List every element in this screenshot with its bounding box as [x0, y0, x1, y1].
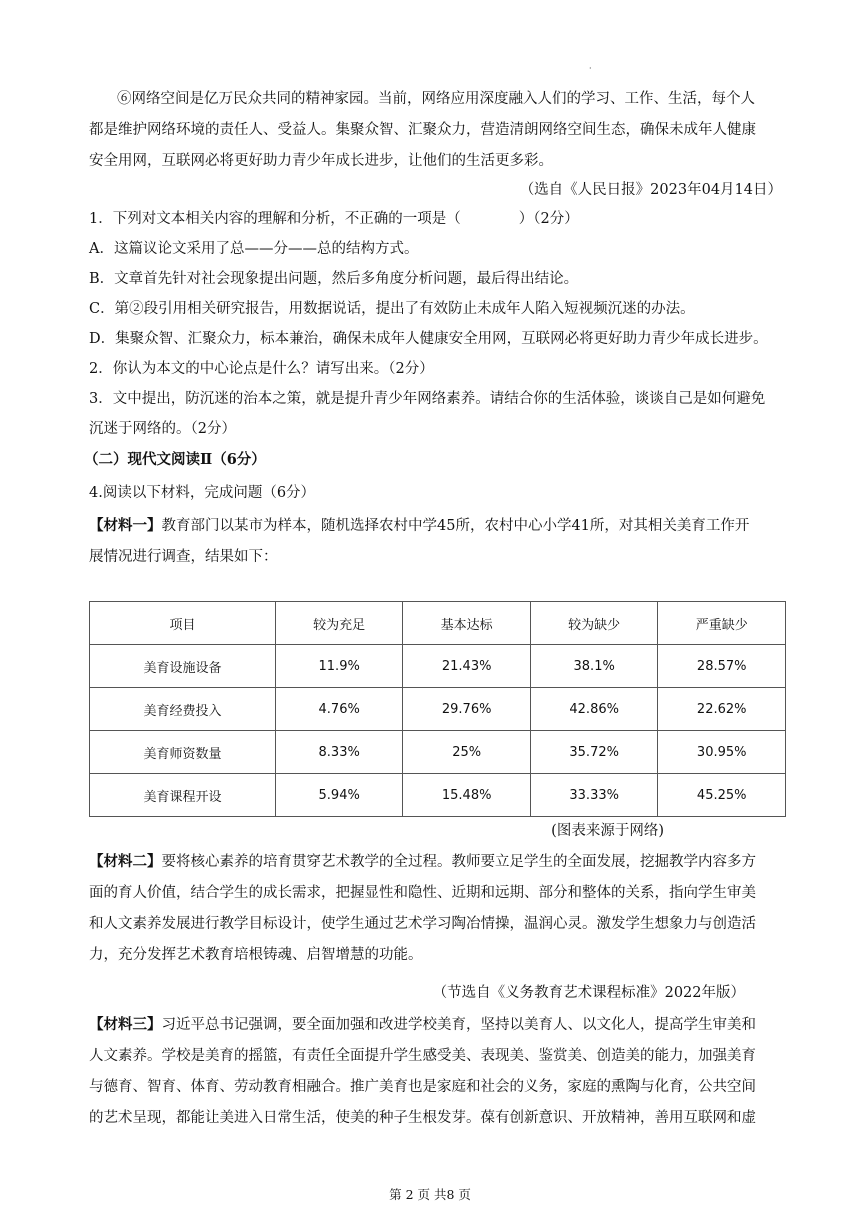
table-cell: 21.43% [403, 645, 531, 688]
table-header-cell: 基本达标 [403, 602, 531, 645]
table-cell: 25% [403, 731, 531, 774]
table-cell: 29.76% [403, 688, 531, 731]
question-3-line-2: 沉迷于网络的。（2分） [89, 421, 236, 437]
table-cell: 8.33% [275, 731, 402, 774]
table-row [90, 774, 786, 817]
question-1-stem: 1．下列对文本相关内容的理解和分析，不正确的一项是（ ）（2分） [89, 211, 579, 227]
table-header-row [90, 602, 786, 645]
table-cell: 30.95% [658, 731, 786, 774]
question-1-option-a: A．这篇议论文采用了总——分——总的结构方式。 [89, 241, 419, 257]
material-2-line-4: 力，充分发挥艺术教育培根铸魂、启智增慧的功能。 [89, 947, 423, 963]
question-4-stem: 4.阅读以下材料，完成问题（6分） [89, 485, 316, 501]
question-1-option-c: C．第②段引用相关研究报告，用数据说话，提出了有效防止未成年人陷入短视频沉迷的办法。 [89, 301, 695, 317]
material-2-text: 要将核心素养的培育贯穿艺术教学的全过程。教师要立足学生的全面发展，挖掘教学内容多方 [161, 854, 756, 870]
material-1-text: 教育部门以某市为样本，随机选择农村中学45所，农村中心小学41所，对其相关美育工作开 [161, 518, 750, 534]
material-2-line-2: 面的育人价值，结合学生的成长需求，把握显性和隐性、近期和远期、部分和整体的关系，指向学生审美 [89, 885, 756, 901]
material-3-line-1 [89, 1015, 756, 1035]
material-3-text: 习近平总书记强调，要全面加强和改进学校美育，坚持以美育人、以文化人，提高学生审美和 [161, 1017, 756, 1033]
material-3-line-3: 与德育、智育、体育、劳动教育相融合。推广美育也是家庭和社会的义务，家庭的熏陶与化育，公共空间 [89, 1079, 756, 1095]
table-source: (图表来源于网络) [551, 823, 664, 839]
table-cell: 45.25% [658, 774, 786, 817]
material-2-source: （节选自《义务教育艺术课程标准》2022年版） [432, 985, 745, 1001]
question-2: 2．你认为本文的中心论点是什么？请写出来。（2分） [89, 361, 434, 377]
table-cell: 美育设施设备 [90, 645, 276, 688]
paragraph-6-line-3: 安全用网，互联网必将更好助力青少年成长进步，让他们的生活更多彩。 [89, 153, 553, 169]
article-source: （选自《人民日报》2023年04月14日） [519, 182, 782, 198]
table-header-cell: 较为缺少 [530, 602, 658, 645]
table-cell: 美育师资数量 [90, 731, 276, 774]
table-cell: 28.57% [658, 645, 786, 688]
table-cell: 美育课程开设 [90, 774, 276, 817]
question-1-option-d: D．集聚众智、汇聚众力，标本兼治，确保未成年人健康安全用网，互联网必将更好助力青少年成长进步。 [89, 331, 768, 347]
material-1-label: 【材料一】 [89, 517, 162, 534]
table-header-cell: 严重缺少 [658, 602, 786, 645]
table-cell: 22.62% [658, 688, 786, 731]
table-row [90, 645, 786, 688]
material-1-line-1 [89, 516, 749, 536]
table-cell: 美育经费投入 [90, 688, 276, 731]
table-row [90, 731, 786, 774]
survey-table [89, 601, 786, 817]
table-cell: 38.1% [530, 645, 658, 688]
question-3-line-1: 3．文中提出，防沉迷的治本之策，就是提升青少年网络素养。请结合你的生活体验，谈谈自己是如何避免 [89, 391, 766, 407]
section-2-title: （二）现代文阅读Ⅱ（6分） [84, 451, 266, 468]
paragraph-6-line-1: ⑥网络空间是亿万民众共同的精神家园。当前，网络应用深度融入人们的学习、工作、生活，每个人 [117, 91, 755, 107]
table-header-cell: 项目 [90, 602, 276, 645]
material-2-line-1 [89, 852, 756, 872]
material-3-label: 【材料三】 [89, 1016, 162, 1033]
table-header-cell: 较为充足 [275, 602, 402, 645]
table-cell: 4.76% [275, 688, 402, 731]
table-cell: 35.72% [530, 731, 658, 774]
question-1-option-b: B．文章首先针对社会现象提出问题，然后多角度分析问题，最后得出结论。 [89, 271, 579, 287]
material-2-line-3: 和人文素养发展进行教学目标设计，使学生通过艺术学习陶冶情操，温润心灵。激发学生想象力与创造活 [89, 916, 756, 932]
page-footer: 第 2 页 共8 页 [389, 1187, 471, 1202]
table-cell: 11.9% [275, 645, 402, 688]
table-cell: 5.94% [275, 774, 402, 817]
page-mark: · [589, 64, 592, 73]
table-row [90, 688, 786, 731]
table-cell: 15.48% [403, 774, 531, 817]
table-cell: 33.33% [530, 774, 658, 817]
table-cell: 42.86% [530, 688, 658, 731]
paragraph-6-line-2: 都是维护网络环境的责任人、受益人。集聚众智、汇聚众力，营造清朗网络空间生态，确保未成年人健康 [89, 122, 756, 138]
material-3-line-4: 的艺术呈现，都能让美进入日常生活，使美的种子生根发芽。葆有创新意识、开放精神，善用互联网和虚 [89, 1110, 756, 1126]
material-2-label: 【材料二】 [89, 853, 162, 870]
material-3-line-2: 人文素养。学校是美育的摇篮，有责任全面提升学生感受美、表现美、鉴赏美、创造美的能力，加强美育 [89, 1048, 756, 1064]
material-1-line-2: 展情况进行调查，结果如下： [89, 549, 278, 565]
